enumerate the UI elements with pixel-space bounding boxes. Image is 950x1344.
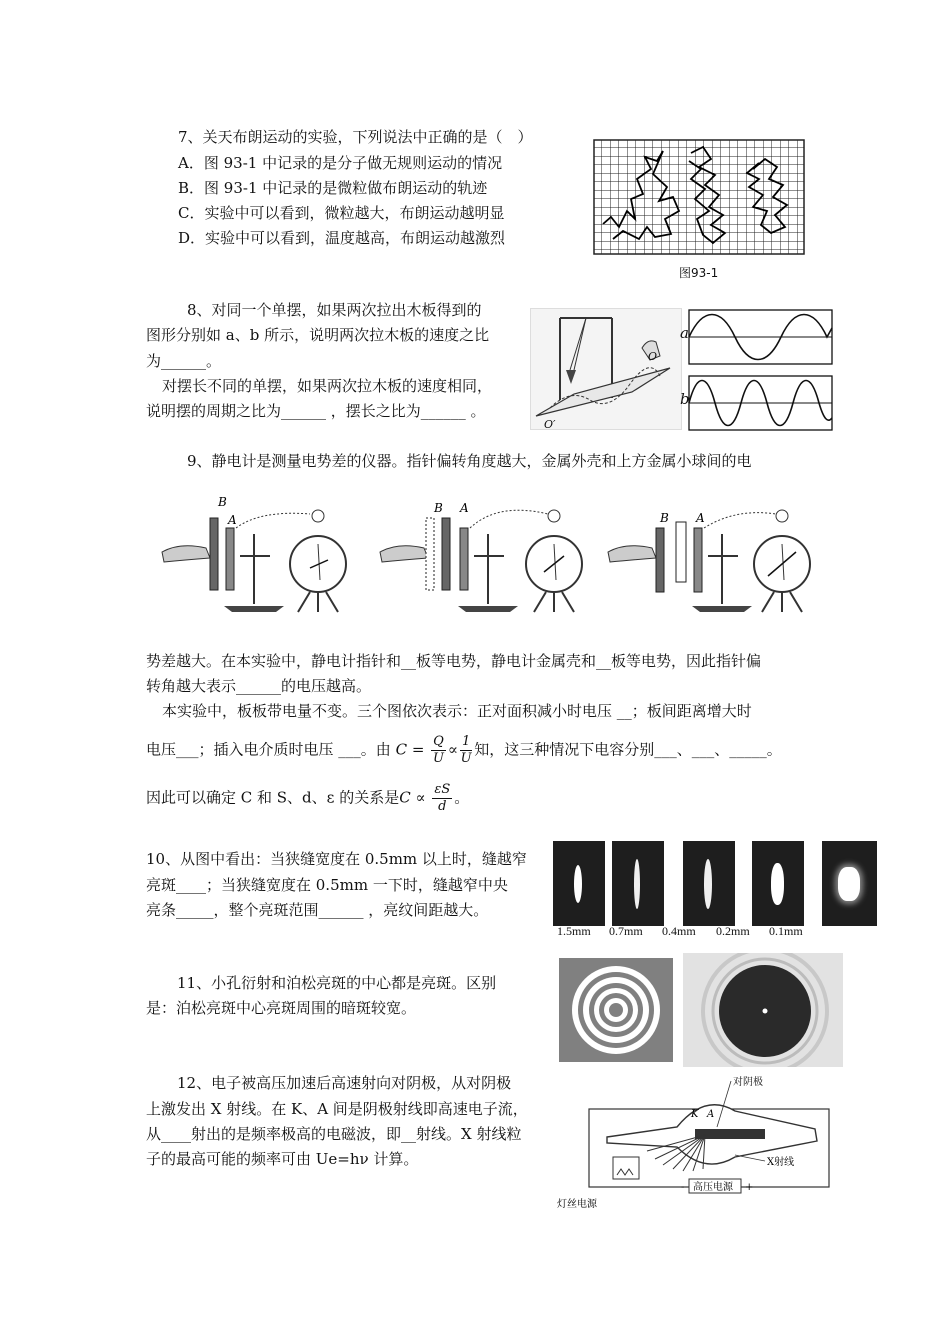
q8-line-3: 为______。 — [146, 352, 222, 370]
q10-line-3: 亮条_____，整个亮斑范围______ ，亮纹间距越大。 — [146, 901, 489, 919]
pendulum-board-figure — [530, 308, 682, 430]
q9-line-1: 9、静电计是测量电势差的仪器。指针偏转角度越大，金属外壳和上方金属小球间的电 — [187, 452, 752, 470]
slit-pattern-5 — [822, 841, 877, 926]
q12-line-2: 上激发出 X 射线。在 K、A 间是阴极射线即高速电子流， — [146, 1100, 528, 1118]
q11-line-2: 是：泊松亮斑中心亮斑周围的暗斑较宽。 — [146, 999, 417, 1017]
q9-line-4: 本实验中，板板带电量不变。三个图依次表示：正对面积减小时电压 __；板间距离增大时 — [162, 702, 752, 720]
poisson-bright-spot — [763, 1009, 768, 1014]
cathode-k-label: K — [691, 1109, 699, 1120]
q12-line-4: 子的最高可能的频率可由 Ue=hν 计算。 — [146, 1150, 419, 1168]
fraction-q-over-u: $\frac{Q}{U}$ — [433, 734, 444, 766]
q9-line-2: 势差越大。在本实验中，静电计指针和__板等电势，静电计金属壳和__板等电势，因此指针偏 — [146, 652, 762, 670]
q7-option-d: D．实验中可以看到，温度越高，布朗运动越激烈 — [178, 229, 506, 247]
xray-tube-figure — [555, 1073, 841, 1211]
q8-line-4: 对摆长不同的单摆，如果两次拉木板的速度相同， — [162, 377, 493, 395]
q12-line-1: 12、电子被高压加速后高速射向对阴极，从对阴极 — [177, 1074, 512, 1092]
plate-a-label-3: A — [696, 511, 705, 525]
plate-a-label-2: A — [460, 501, 469, 515]
slit-label-3: 0.4mm — [662, 924, 696, 938]
waveform-label-a: a — [680, 324, 689, 342]
q8-line-5: 说明摆的周期之比为______ ，摆长之比为______ 。 — [146, 402, 486, 420]
anode-a-label: A — [707, 1109, 715, 1120]
q7-figure-caption: 图93-1 — [679, 266, 719, 280]
high-voltage-label: 高压电源 — [693, 1182, 733, 1193]
q9-line-3: 转角越大表示______的电压越高。 — [146, 677, 372, 695]
q9-line-5: 电压___；插入电介质时电压 ___。由 C = $\frac{Q}{U}$ ∝ $\frac{1}{U}$ 知，这三种情况下电容分别___、___、_____。 — [146, 734, 782, 766]
hv-plus-label: + — [745, 1182, 754, 1193]
q7-option-a: A．图 93-1 中记录的是分子做无规则运动的情况 — [178, 154, 503, 172]
waveform-label-b: b — [680, 390, 690, 408]
pendulum-label-o-prime: O′ — [544, 418, 556, 430]
xray-label: X射线 — [767, 1157, 795, 1168]
electrometer-setup-1 — [162, 495, 346, 612]
q7-option-c: C．实验中可以看到，微粒越大，布朗运动越明显 — [178, 204, 505, 222]
slit-pattern-3 — [683, 841, 735, 926]
poisson-spot-figure — [683, 953, 843, 1067]
electrometer-setup-3 — [608, 510, 810, 612]
anticathode-label: 对阴极 — [733, 1077, 763, 1088]
q8-line-1: 8、对同一个单摆，如果两次拉出木板得到的 — [187, 301, 482, 319]
slit-label-2: 0.7mm — [609, 924, 643, 938]
plate-b-label: B — [218, 495, 227, 509]
q7-stem: 7、关天布朗运动的实验，下列说法中正确的是（ ） — [178, 128, 533, 146]
aperture-diffraction-figure — [559, 958, 673, 1062]
slit-pattern-1 — [553, 841, 605, 926]
slit-pattern-2 — [612, 841, 664, 926]
slit-label-4: 0.2mm — [716, 924, 750, 938]
q8-line-2: 图形分别如 a、b 所示，说明两次拉木板的速度之比 — [146, 326, 490, 344]
plate-b-label-2: B — [434, 501, 443, 515]
plate-b-label-3: B — [660, 511, 669, 525]
q12-line-3: 从____射出的是频率极高的电磁波，即__射线。X 射线粒 — [146, 1125, 522, 1143]
brownian-motion-figure — [593, 139, 805, 255]
q9-line-6: 因此可以确定 C 和 S、d、ε 的关系是C ∝ $\frac{\varepsilon S}{d}$ 。 — [146, 782, 470, 814]
pendulum-label-o: O — [648, 350, 658, 363]
electrometer-setup-2 — [380, 501, 582, 612]
slit-pattern-4 — [752, 841, 804, 926]
slit-label-1: 1.5mm — [557, 924, 591, 938]
waveform-figure — [678, 308, 836, 434]
q10-line-1: 10、从图中看出：当狭缝宽度在 0.5mm 以上时，缝越窄 — [146, 850, 527, 868]
electrometer-figure — [160, 472, 828, 622]
hv-minus-label: - — [681, 1182, 685, 1193]
q11-line-1: 11、小孔衍射和泊松亮斑的中心都是亮斑。区别 — [177, 974, 497, 992]
plate-a-label: A — [228, 513, 237, 527]
fraction-1-over-u: $\frac{1}{U}$ — [460, 734, 472, 766]
filament-power-label: 灯丝电源 — [557, 1199, 597, 1210]
slit-label-5: 0.1mm — [769, 924, 803, 938]
fraction-es-over-d: $\frac{\varepsilon S}{d}$ — [434, 782, 451, 814]
q10-line-2: 亮斑____；当狭缝宽度在 0.5mm 一下时，缝越窄中央 — [146, 876, 508, 894]
q7-option-b: B．图 93-1 中记录的是微粒做布朗运动的轨迹 — [178, 179, 488, 197]
